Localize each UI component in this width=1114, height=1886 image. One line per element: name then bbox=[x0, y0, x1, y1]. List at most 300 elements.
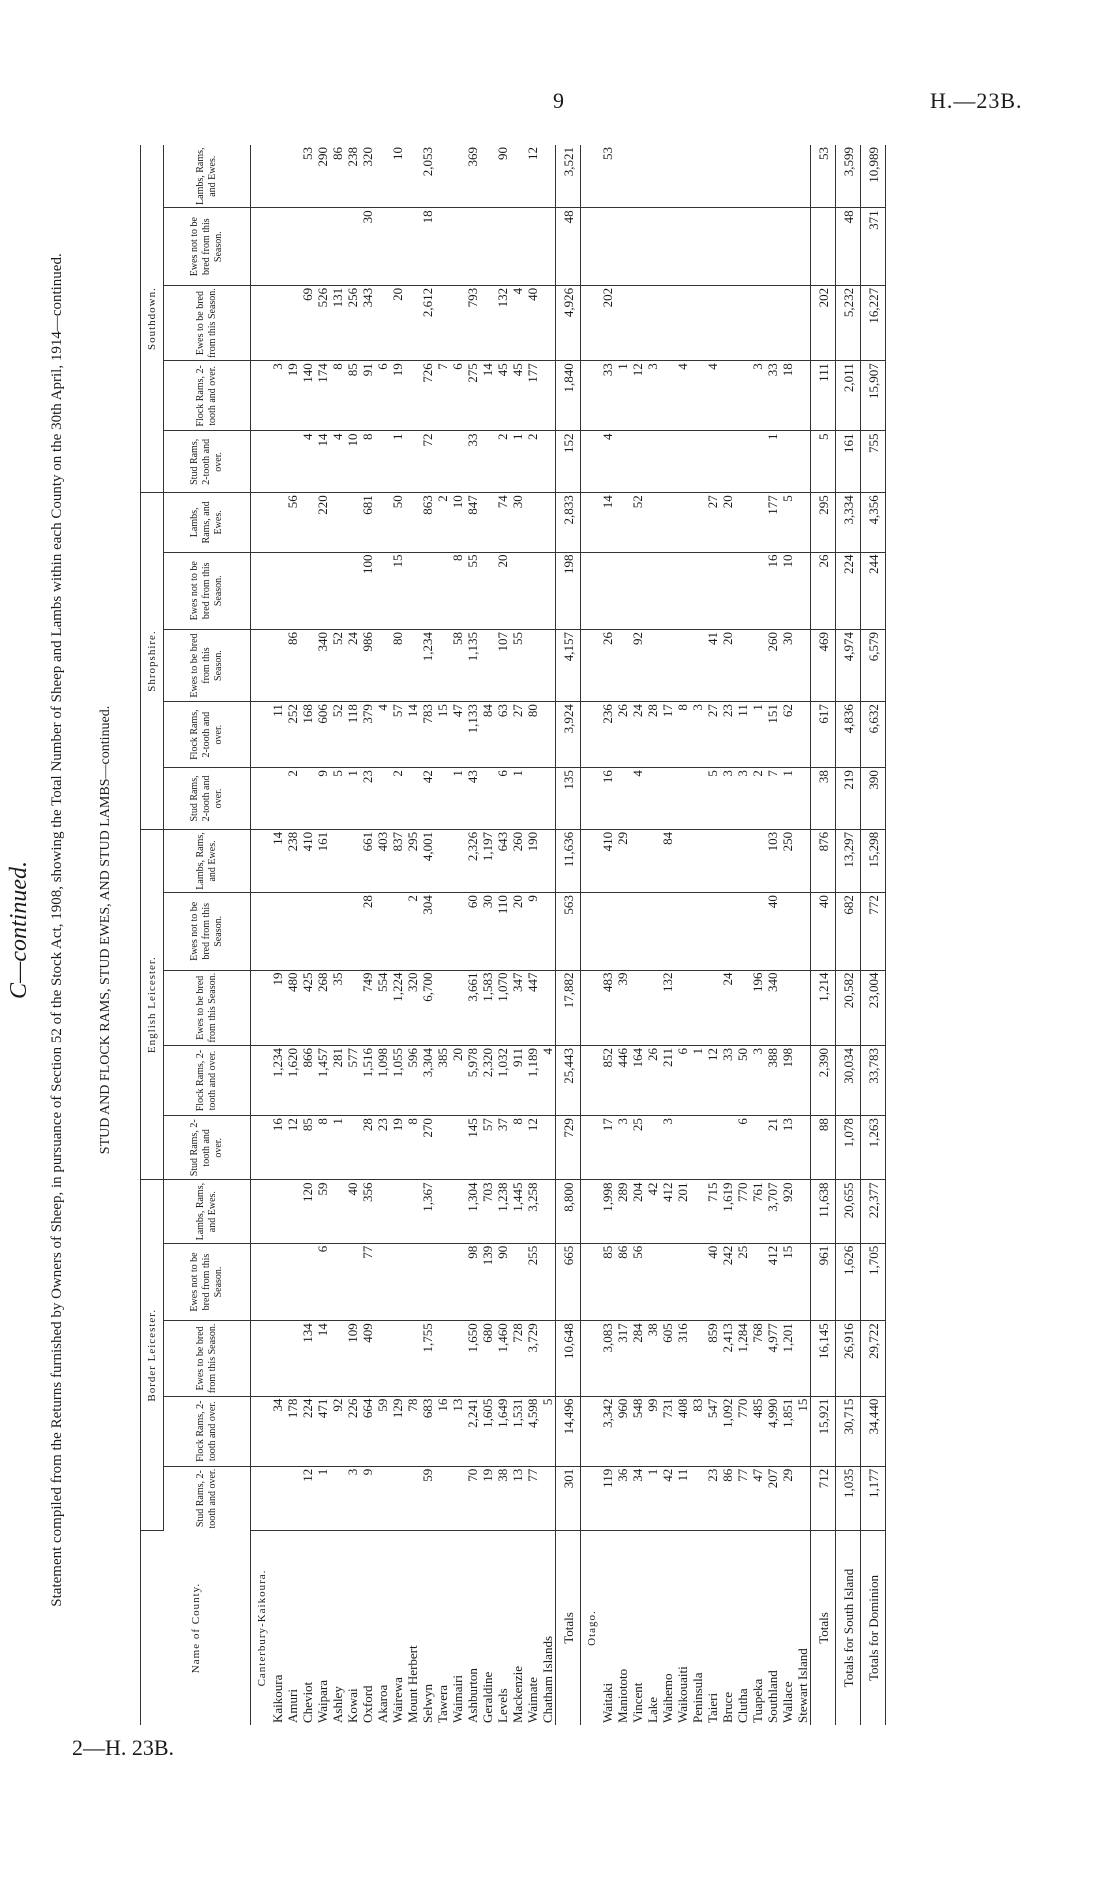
table-cell: 683 bbox=[420, 1396, 435, 1466]
table-cell: 6 bbox=[735, 1116, 750, 1180]
table-cell: 1,755 bbox=[420, 1321, 435, 1396]
column-header: Ewes to be bred from this Season. bbox=[164, 285, 251, 360]
table-cell bbox=[315, 893, 330, 970]
table-cell bbox=[251, 1180, 271, 1243]
table-row bbox=[465, 145, 480, 1725]
table-cell: 45 bbox=[510, 361, 525, 431]
table-cell: 783 bbox=[420, 702, 435, 768]
summary-row bbox=[861, 145, 886, 1725]
table-cell bbox=[375, 493, 390, 552]
table-cell: 6 bbox=[675, 1045, 690, 1115]
table-cell: 59 bbox=[315, 1180, 330, 1243]
table-cell: 20 bbox=[495, 552, 510, 629]
table-cell bbox=[615, 431, 630, 493]
table-cell bbox=[690, 285, 705, 360]
table-cell: 852 bbox=[600, 1045, 615, 1115]
table-cell bbox=[645, 1243, 660, 1320]
table-cell bbox=[540, 145, 556, 208]
table-cell: 876 bbox=[811, 829, 836, 892]
table-cell bbox=[435, 1243, 450, 1320]
county-name: Maniototo bbox=[615, 1668, 630, 1723]
table-cell bbox=[660, 552, 675, 629]
table-cell bbox=[525, 629, 540, 701]
table-cell bbox=[735, 145, 750, 208]
table-cell bbox=[270, 1321, 285, 1396]
table-cell bbox=[540, 893, 556, 970]
table-cell: 8 bbox=[510, 1116, 525, 1180]
section-title: C—continued. bbox=[6, 861, 32, 999]
table-cell: 410 bbox=[300, 829, 315, 892]
table-cell: 911 bbox=[510, 1045, 525, 1115]
table-cell: 548 bbox=[630, 1396, 645, 1466]
table-cell bbox=[705, 1116, 720, 1180]
table-cell bbox=[330, 552, 345, 629]
table-cell: 11 bbox=[735, 702, 750, 768]
table-cell bbox=[735, 285, 750, 360]
table-cell: 85 bbox=[300, 1116, 315, 1180]
table-cell: 1 bbox=[450, 768, 465, 830]
table-cell: 24 bbox=[630, 702, 645, 768]
table-cell: 135 bbox=[556, 768, 581, 830]
table-cell: 408 bbox=[675, 1396, 690, 1466]
table-cell bbox=[645, 829, 660, 892]
table-cell: 15 bbox=[780, 1243, 795, 1320]
table-cell: 238 bbox=[285, 829, 300, 892]
county-name: Peninsula bbox=[690, 1672, 705, 1723]
table-cell bbox=[510, 1243, 525, 1320]
table-cell bbox=[405, 768, 420, 830]
table-cell: 316 bbox=[675, 1321, 690, 1396]
table-cell bbox=[735, 893, 750, 970]
county-name: Vincent bbox=[630, 1682, 645, 1723]
table-cell: 15 bbox=[390, 552, 405, 629]
table-cell bbox=[435, 1466, 450, 1530]
table-cell bbox=[615, 768, 630, 830]
table-cell: 78 bbox=[405, 1396, 420, 1466]
table-cell: 770 bbox=[735, 1180, 750, 1243]
table-cell bbox=[765, 145, 780, 208]
table-cell bbox=[270, 768, 285, 830]
county-name: Clutha bbox=[735, 1688, 750, 1723]
table-cell bbox=[270, 1466, 285, 1530]
table-cell: 77 bbox=[360, 1243, 375, 1320]
table-cell: 5 bbox=[780, 493, 795, 552]
table-cell bbox=[735, 970, 750, 1045]
table-row bbox=[390, 145, 405, 1725]
table-cell bbox=[375, 629, 390, 701]
table-cell: 50 bbox=[735, 1045, 750, 1115]
table-cell bbox=[251, 1396, 271, 1466]
table-cell bbox=[510, 145, 525, 208]
table-cell bbox=[675, 493, 690, 552]
table-cell: 12 bbox=[705, 1045, 720, 1115]
table-row bbox=[630, 145, 645, 1725]
table-row bbox=[735, 145, 750, 1725]
table-row bbox=[525, 145, 540, 1725]
table-cell bbox=[720, 361, 735, 431]
table-cell: 20 bbox=[720, 493, 735, 552]
table-cell: 4,598 bbox=[525, 1396, 540, 1466]
table-cell: 2,413 bbox=[720, 1321, 735, 1396]
table-cell: 1,367 bbox=[420, 1180, 435, 1243]
table-cell bbox=[750, 552, 765, 629]
table-cell: 343 bbox=[360, 285, 375, 360]
table-cell bbox=[645, 493, 660, 552]
table-cell: 755 bbox=[861, 431, 886, 493]
table-cell bbox=[735, 208, 750, 285]
table-cell bbox=[720, 208, 735, 285]
table-cell: 27 bbox=[705, 493, 720, 552]
county-name: Waipara bbox=[315, 1680, 330, 1723]
table-cell bbox=[690, 893, 705, 970]
table-cell bbox=[450, 1116, 465, 1180]
table-cell: 11,638 bbox=[811, 1180, 836, 1243]
table-cell: 664 bbox=[360, 1396, 375, 1466]
table-cell bbox=[705, 431, 720, 493]
table-cell: 100 bbox=[360, 552, 375, 629]
table-cell bbox=[675, 629, 690, 701]
table-cell: 3 bbox=[735, 768, 750, 830]
table-cell bbox=[795, 285, 811, 360]
table-cell: 1 bbox=[690, 1045, 705, 1115]
table-cell: 1,998 bbox=[600, 1180, 615, 1243]
table-cell bbox=[615, 629, 630, 701]
table-cell bbox=[780, 893, 795, 970]
table-cell bbox=[690, 552, 705, 629]
table-cell: 28 bbox=[360, 893, 375, 970]
table-cell: 53 bbox=[300, 145, 315, 208]
table-cell bbox=[645, 768, 660, 830]
county-name: Ashley bbox=[330, 1686, 345, 1723]
table-cell bbox=[405, 361, 420, 431]
table-cell bbox=[375, 431, 390, 493]
table-cell bbox=[795, 893, 811, 970]
table-cell: 198 bbox=[780, 1045, 795, 1115]
table-cell bbox=[750, 431, 765, 493]
table-cell: 17 bbox=[660, 702, 675, 768]
table-cell: 62 bbox=[780, 702, 795, 768]
column-header: Ewes to be bred from this Season. bbox=[164, 629, 251, 701]
table-cell: 86 bbox=[330, 145, 345, 208]
table-cell: 26 bbox=[600, 629, 615, 701]
table-cell bbox=[251, 552, 271, 629]
table-row bbox=[360, 145, 375, 1725]
table-cell bbox=[581, 1045, 601, 1115]
table-cell: 12 bbox=[285, 1116, 300, 1180]
table-cell bbox=[270, 145, 285, 208]
table-cell bbox=[581, 970, 601, 1045]
table-cell: 2,390 bbox=[811, 1045, 836, 1115]
table-cell bbox=[600, 893, 615, 970]
county-name: Amuri bbox=[285, 1689, 300, 1723]
table-cell: 98 bbox=[465, 1243, 480, 1320]
table-cell: 1 bbox=[390, 431, 405, 493]
table-cell: 204 bbox=[630, 1180, 645, 1243]
table-cell bbox=[480, 208, 495, 285]
table-cell: 617 bbox=[811, 702, 836, 768]
table-cell: 25 bbox=[630, 1116, 645, 1180]
region-heading bbox=[251, 145, 271, 1725]
table-cell: 284 bbox=[630, 1321, 645, 1396]
table-cell: 729 bbox=[556, 1116, 581, 1180]
table-cell: 371 bbox=[861, 208, 886, 285]
table-cell bbox=[581, 1116, 601, 1180]
table-cell: 5,978 bbox=[465, 1045, 480, 1115]
table-cell: 3 bbox=[645, 361, 660, 431]
table-cell bbox=[675, 768, 690, 830]
table-cell: 1,234 bbox=[270, 1045, 285, 1115]
table-row bbox=[660, 145, 675, 1725]
table-cell bbox=[540, 1321, 556, 1396]
county-name: Totals bbox=[556, 1531, 581, 1726]
table-cell: 2,833 bbox=[556, 493, 581, 552]
county-name: Stewart Island bbox=[795, 1648, 810, 1723]
table-cell bbox=[795, 829, 811, 892]
county-name: Bruce bbox=[720, 1691, 735, 1723]
table-cell: 1 bbox=[765, 431, 780, 493]
table-cell bbox=[750, 493, 765, 552]
table-cell: 26,916 bbox=[836, 1321, 861, 1396]
table-cell: 1,135 bbox=[465, 629, 480, 701]
table-cell bbox=[390, 893, 405, 970]
table-cell: 12 bbox=[300, 1466, 315, 1530]
table-cell: 63 bbox=[495, 702, 510, 768]
table-cell bbox=[345, 970, 360, 1045]
table-cell: 34 bbox=[270, 1396, 285, 1466]
table-cell: 1 bbox=[510, 768, 525, 830]
table-cell bbox=[251, 1466, 271, 1530]
table-cell: 10,989 bbox=[861, 145, 886, 208]
table-cell: 866 bbox=[300, 1045, 315, 1115]
table-cell: 15,907 bbox=[861, 361, 886, 431]
table-cell: 55 bbox=[510, 629, 525, 701]
table-cell bbox=[645, 285, 660, 360]
table-cell bbox=[300, 208, 315, 285]
table-cell bbox=[675, 145, 690, 208]
table-cell: 17 bbox=[600, 1116, 615, 1180]
table-cell bbox=[795, 702, 811, 768]
table-cell: 19 bbox=[480, 1466, 495, 1530]
table-cell: 2 bbox=[750, 768, 765, 830]
table-cell: 4 bbox=[330, 431, 345, 493]
table-cell: 731 bbox=[660, 1396, 675, 1466]
table-cell bbox=[581, 493, 601, 552]
column-header: Stud Rams, 2-tooth and over. bbox=[164, 768, 251, 830]
table-cell: 847 bbox=[465, 493, 480, 552]
table-cell: 77 bbox=[735, 1466, 750, 1530]
table-cell: 33,783 bbox=[861, 1045, 886, 1115]
table-cell: 25,443 bbox=[556, 1045, 581, 1115]
table-cell bbox=[345, 208, 360, 285]
table-subtitle: STUD AND FLOCK RAMS, STUD EWES, AND STUD LAMBS—continued. bbox=[98, 705, 113, 1155]
table-cell bbox=[660, 431, 675, 493]
table-cell: 85 bbox=[600, 1243, 615, 1320]
table-cell bbox=[345, 552, 360, 629]
table-cell: 554 bbox=[375, 970, 390, 1045]
column-header: Lambs, Rams, and Ewes. bbox=[164, 829, 251, 892]
table-cell: 40 bbox=[705, 1243, 720, 1320]
table-row bbox=[690, 145, 705, 1725]
table-cell bbox=[330, 1243, 345, 1320]
table-cell: 29 bbox=[615, 829, 630, 892]
table-cell: 301 bbox=[556, 1466, 581, 1530]
table-cell bbox=[675, 829, 690, 892]
table-cell bbox=[705, 145, 720, 208]
table-cell: 859 bbox=[705, 1321, 720, 1396]
table-cell bbox=[405, 431, 420, 493]
table-cell: 1,263 bbox=[861, 1116, 886, 1180]
table-cell bbox=[375, 145, 390, 208]
table-cell: 410 bbox=[600, 829, 615, 892]
county-name: Oxford bbox=[360, 1685, 375, 1723]
table-cell: 6,700 bbox=[420, 970, 435, 1045]
table-cell bbox=[581, 1321, 601, 1396]
table-cell: 412 bbox=[660, 1180, 675, 1243]
table-cell: 86 bbox=[720, 1466, 735, 1530]
table-cell bbox=[581, 702, 601, 768]
table-cell: 3 bbox=[750, 1045, 765, 1115]
table-cell: 290 bbox=[315, 145, 330, 208]
table-row bbox=[705, 145, 720, 1725]
table-cell: 340 bbox=[765, 970, 780, 1045]
breed-header: Border Leicester. bbox=[141, 1180, 164, 1531]
table-row bbox=[315, 145, 330, 1725]
table-cell: 57 bbox=[390, 702, 405, 768]
table-cell: 250 bbox=[780, 829, 795, 892]
table-cell: 14 bbox=[315, 1321, 330, 1396]
table-cell: 4,977 bbox=[765, 1321, 780, 1396]
table-cell: 1,189 bbox=[525, 1045, 540, 1115]
table-cell: 275 bbox=[465, 361, 480, 431]
table-cell: 35 bbox=[330, 970, 345, 1045]
table-cell: 295 bbox=[811, 493, 836, 552]
table-cell: 10 bbox=[390, 145, 405, 208]
table-cell bbox=[765, 208, 780, 285]
table-cell: 793 bbox=[465, 285, 480, 360]
table-cell bbox=[705, 893, 720, 970]
table-cell: 289 bbox=[615, 1180, 630, 1243]
table-cell bbox=[735, 629, 750, 701]
column-header: Flock Rams, 2-tooth and over. bbox=[164, 1045, 251, 1115]
table-cell: 390 bbox=[861, 768, 886, 830]
table-cell bbox=[780, 431, 795, 493]
table-cell: 13 bbox=[510, 1466, 525, 1530]
table-cell bbox=[480, 493, 495, 552]
table-cell: 1,214 bbox=[811, 970, 836, 1045]
column-header: Ewes to be bred from this Season. bbox=[164, 1321, 251, 1396]
table-cell bbox=[525, 552, 540, 629]
table-cell: 26 bbox=[615, 702, 630, 768]
table-cell: 84 bbox=[480, 702, 495, 768]
county-name: Ashburton bbox=[465, 1668, 480, 1723]
table-cell bbox=[435, 829, 450, 892]
table-cell: 45 bbox=[495, 361, 510, 431]
table-cell: 55 bbox=[465, 552, 480, 629]
table-cell: 8 bbox=[330, 361, 345, 431]
table-cell bbox=[540, 768, 556, 830]
table-cell: 347 bbox=[510, 970, 525, 1045]
table-cell bbox=[581, 1180, 601, 1243]
table-cell: 19 bbox=[285, 361, 300, 431]
table-cell: 91 bbox=[360, 361, 375, 431]
table-cell: 30 bbox=[780, 629, 795, 701]
table-cell: 13 bbox=[780, 1116, 795, 1180]
table-cell: 15 bbox=[435, 702, 450, 768]
county-name: Lake bbox=[645, 1697, 660, 1723]
table-cell bbox=[405, 552, 420, 629]
table-cell: 27 bbox=[510, 702, 525, 768]
table-cell bbox=[705, 970, 720, 1045]
county-name: Waimairi bbox=[450, 1674, 465, 1723]
table-cell: 749 bbox=[360, 970, 375, 1045]
table-cell: 92 bbox=[330, 1396, 345, 1466]
table-cell: 712 bbox=[811, 1466, 836, 1530]
table-cell bbox=[390, 1321, 405, 1396]
table-cell bbox=[251, 431, 271, 493]
table-cell bbox=[705, 829, 720, 892]
column-header: Lambs, Rams, and Ewes. bbox=[164, 493, 251, 552]
table-cell: 252 bbox=[285, 702, 300, 768]
table-cell bbox=[251, 1116, 271, 1180]
table-cell bbox=[750, 829, 765, 892]
table-cell: 2,320 bbox=[480, 1045, 495, 1115]
table-cell bbox=[675, 552, 690, 629]
column-header: Ewes not to be bred from this Season. bbox=[164, 552, 251, 629]
table-cell: 103 bbox=[765, 829, 780, 892]
table-cell: 526 bbox=[315, 285, 330, 360]
table-cell: 28 bbox=[360, 1116, 375, 1180]
table-cell: 20 bbox=[450, 1045, 465, 1115]
table-cell: 1,304 bbox=[465, 1180, 480, 1243]
table-cell bbox=[251, 768, 271, 830]
table-cell bbox=[300, 493, 315, 552]
table-cell: 547 bbox=[705, 1396, 720, 1466]
table-row bbox=[720, 145, 735, 1725]
table-cell bbox=[600, 552, 615, 629]
table-cell bbox=[675, 1116, 690, 1180]
table-cell: 38 bbox=[645, 1321, 660, 1396]
table-cell bbox=[720, 893, 735, 970]
table-cell bbox=[405, 493, 420, 552]
table-cell: 2,011 bbox=[836, 361, 861, 431]
county-name: Waihemo bbox=[660, 1673, 675, 1723]
table-cell bbox=[251, 145, 271, 208]
table-cell: 23 bbox=[360, 768, 375, 830]
table-cell: 3 bbox=[270, 361, 285, 431]
table-cell bbox=[581, 552, 601, 629]
table-cell: 2,053 bbox=[420, 145, 435, 208]
table-cell bbox=[795, 493, 811, 552]
table-cell: 1,055 bbox=[390, 1045, 405, 1115]
table-cell: 20 bbox=[390, 285, 405, 360]
table-cell bbox=[330, 1321, 345, 1396]
table-cell: 25 bbox=[735, 1243, 750, 1320]
table-cell: 3,334 bbox=[836, 493, 861, 552]
table-cell bbox=[690, 1321, 705, 1396]
table-row bbox=[645, 145, 660, 1725]
table-cell: 6,579 bbox=[861, 629, 886, 701]
table-cell bbox=[675, 208, 690, 285]
table-cell: 6,632 bbox=[861, 702, 886, 768]
table-cell bbox=[270, 1180, 285, 1243]
table-cell: 20,582 bbox=[836, 970, 861, 1045]
table-cell: 1,238 bbox=[495, 1180, 510, 1243]
table-cell: 563 bbox=[556, 893, 581, 970]
table-cell: 4,926 bbox=[556, 285, 581, 360]
table-cell bbox=[251, 285, 271, 360]
totals-row bbox=[556, 145, 581, 1725]
table-cell bbox=[480, 552, 495, 629]
